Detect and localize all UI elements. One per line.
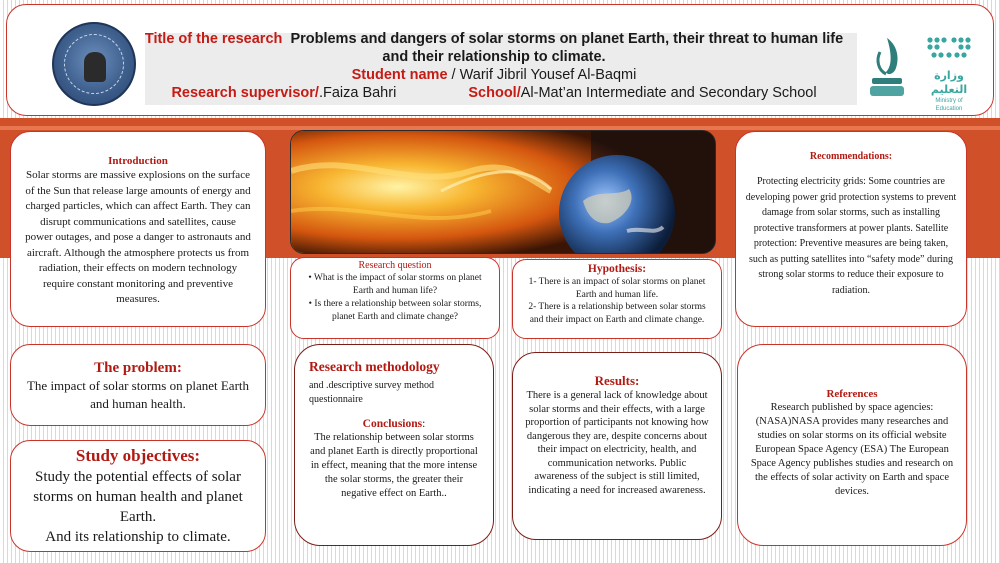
title-line bbox=[138, 30, 850, 66]
recommendations-text: Protecting electricity grids: Some countries are developing power grid protection systems to prevent damage from solar storms, such as installing protective transformers at power plants. Satellite protection: Preventive measures are being taken, such as putting satellites into “safety mode” during strong solar storms to reduce their exposure to radiation. bbox=[745, 176, 957, 296]
introduction-text: Solar storms are massive explosions on the surface of the Sun that release large amounts of energy and charged particles, which can affect Earth. They can disrupt communications and satellites, cause power outages, and pose a danger to astronauts and aircraft. Although the atmosphere protects us from radiation, their effects on modern technology require constant monitoring and preventive measures. bbox=[25, 169, 251, 305]
hypothesis-panel bbox=[512, 259, 722, 339]
introduction-heading: Introduction bbox=[108, 155, 168, 167]
student-name: / Warif Jibril Yousef Al-Baqmi bbox=[447, 67, 637, 83]
problem-panel bbox=[10, 344, 266, 426]
references-heading: References bbox=[826, 388, 878, 400]
supervisor-label: Research supervisor/ bbox=[171, 85, 319, 101]
recommendations-heading: Recommendations: bbox=[809, 151, 893, 162]
school-name: Al-Mat’an Intermediate and Secondary School bbox=[520, 85, 817, 101]
references-text: Research published by space agencies: (NASA)NASA provides many researches and studies on solar storms on its official website European Space Agency (ESA) The European Space Agency publishes studies and research on the effects of solar activity on Earth and space devices. bbox=[750, 402, 954, 497]
globe-figure bbox=[84, 52, 106, 82]
title-block bbox=[138, 30, 850, 102]
student-line bbox=[138, 66, 850, 84]
objectives-text-1: Study the potential effects of solar storms on human health and planet Earth. bbox=[33, 469, 243, 525]
objectives-text-2: And its relationship to climate. bbox=[45, 529, 231, 545]
moe-arabic-label: وزارة التعليم bbox=[930, 69, 968, 96]
moe-dots-icon bbox=[922, 34, 976, 64]
conclusions-text: The relationship between solar storms and planet Earth is directly proportional in effect, meaning that the more intense the solar storms, the greater their negative effect on Earth.. bbox=[310, 432, 478, 499]
conclusions-heading-line bbox=[309, 417, 479, 431]
sun-earth-illustration bbox=[291, 131, 716, 254]
methodology-text: and .descriptive survey method questionnaire bbox=[309, 380, 434, 405]
objectives-heading: Study objectives: bbox=[75, 446, 201, 465]
references-panel bbox=[737, 344, 967, 546]
hypothesis-heading: Hypothesis: bbox=[587, 263, 647, 275]
hypothesis-1: 1- There is an impact of solar storms on planet Earth and human life. bbox=[528, 277, 706, 300]
results-heading: Results: bbox=[594, 373, 640, 388]
research-question-panel bbox=[290, 257, 500, 339]
methodology-panel bbox=[294, 344, 494, 546]
introduction-panel bbox=[10, 131, 266, 327]
sun-and-earth-image bbox=[290, 130, 716, 254]
methodology-heading: Research methodology bbox=[309, 359, 440, 374]
supervisor-name: .Faiza Bahri bbox=[318, 85, 397, 101]
conclusions-colon: : bbox=[422, 418, 426, 430]
results-text: There is a general lack of knowledge about solar storms and their effects, with a large proportion of participants not knowing how dangerous they are, despite concerns about their impact on electricity, health, and communication networks. Public awareness of the subject is still limited, indicating a need for increased awareness. bbox=[525, 390, 709, 496]
supervisor-line bbox=[138, 84, 850, 102]
research-question-1: • What is the impact of solar storms on planet Earth and human life? bbox=[308, 273, 482, 296]
results-panel bbox=[512, 352, 722, 540]
problem-heading: The problem: bbox=[94, 360, 182, 376]
recommendations-panel bbox=[735, 131, 967, 327]
title-text: Problems and dangers of solar storms on planet Earth, their threat to human life and their relationship to climate. bbox=[290, 31, 844, 65]
moe-english-label: Ministry of Education bbox=[935, 98, 963, 112]
school-label: School/ bbox=[468, 85, 521, 101]
research-question-2: • Is there a relationship between solar storms, planet Earth and climate change? bbox=[308, 299, 482, 322]
title-label: Title of the research bbox=[144, 31, 283, 47]
problem-text: The impact of solar storms on planet Earth and human health. bbox=[26, 378, 250, 411]
ministry-emblem-icon bbox=[866, 34, 908, 100]
hypothesis-2: 2- There is a relationship between solar storms and their impact on Earth and climate change. bbox=[528, 302, 706, 325]
objectives-panel bbox=[10, 440, 266, 552]
globe-program-logo bbox=[52, 22, 136, 106]
ministry-of-education-logo bbox=[922, 34, 976, 112]
conclusions-heading: Conclusions bbox=[362, 418, 423, 430]
research-question-heading: Research question bbox=[358, 260, 432, 271]
student-label: Student name bbox=[351, 67, 448, 83]
